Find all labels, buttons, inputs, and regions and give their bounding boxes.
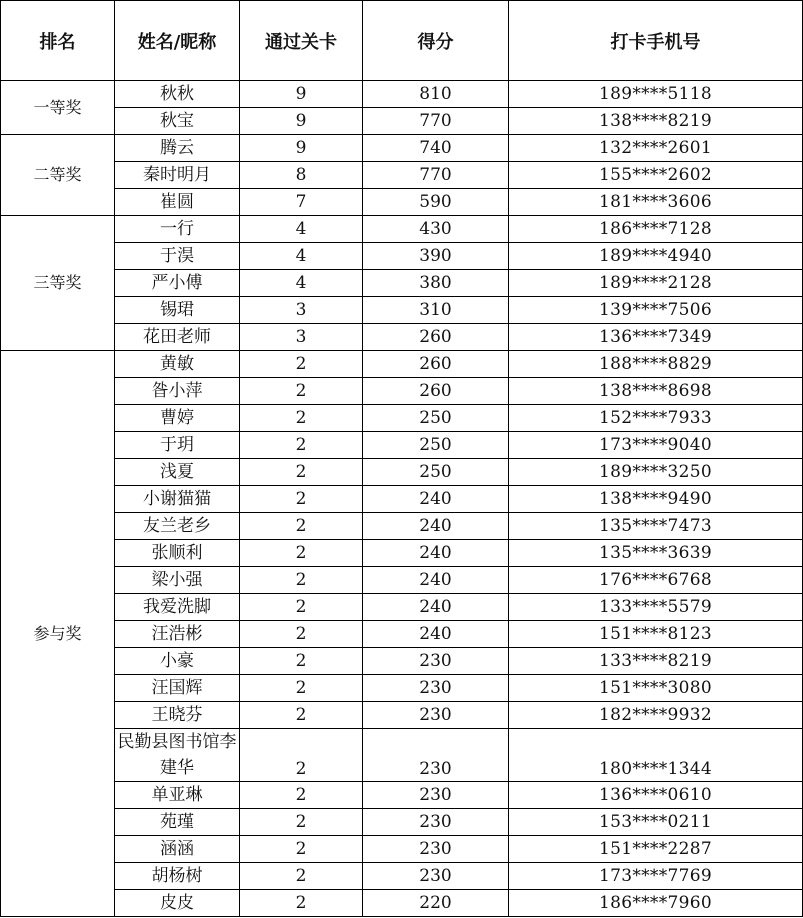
score: 310 <box>363 297 509 324</box>
participant-name: 锡珺 <box>115 297 240 324</box>
participant-name: 黄敏 <box>115 351 240 378</box>
table-row <box>1 567 803 594</box>
levels-passed: 2 <box>240 486 363 513</box>
score: 230 <box>363 863 509 890</box>
levels-passed: 2 <box>240 378 363 405</box>
participant-name: 王晓芬 <box>115 702 240 729</box>
participant-name: 我爱洗脚 <box>115 594 240 621</box>
score: 740 <box>363 135 509 162</box>
participant-name: 涵涵 <box>115 836 240 863</box>
score: 230 <box>363 648 509 675</box>
levels-passed: 2 <box>240 863 363 890</box>
score: 810 <box>363 81 509 108</box>
levels-passed: 2 <box>240 513 363 540</box>
participant-name: 友兰老乡 <box>115 513 240 540</box>
participant-name: 曹婷 <box>115 405 240 432</box>
score: 380 <box>363 270 509 297</box>
participant-name: 昝小萍 <box>115 378 240 405</box>
score: 230 <box>363 675 509 702</box>
levels-passed: 2 <box>240 702 363 729</box>
levels-passed: 2 <box>240 782 363 809</box>
table-row <box>1 108 803 135</box>
table-row <box>1 621 803 648</box>
levels-passed: 7 <box>240 189 363 216</box>
table-row <box>1 782 803 809</box>
score: 250 <box>363 405 509 432</box>
levels-passed: 2 <box>240 432 363 459</box>
table-row <box>1 216 803 243</box>
phone-number: 132****2601 <box>509 135 803 162</box>
header-phone: 打卡手机号 <box>509 1 803 81</box>
phone-number: 182****9932 <box>509 702 803 729</box>
participant-name: 秋秋 <box>115 81 240 108</box>
participant-name: 苑瑾 <box>115 809 240 836</box>
participant-name: 崔圆 <box>115 189 240 216</box>
table-row <box>1 594 803 621</box>
phone-number: 138****9490 <box>509 486 803 513</box>
participant-name: 汪浩彬 <box>115 621 240 648</box>
participant-name: 花田老师 <box>115 324 240 351</box>
participant-name: 严小傅 <box>115 270 240 297</box>
levels-passed: 2 <box>240 648 363 675</box>
table-row <box>1 270 803 297</box>
score: 250 <box>363 432 509 459</box>
phone-number: 133****5579 <box>509 594 803 621</box>
header-rank: 排名 <box>1 1 115 81</box>
score: 240 <box>363 594 509 621</box>
header-levels: 通过关卡 <box>240 1 363 81</box>
levels-passed: 2 <box>240 459 363 486</box>
score: 240 <box>363 540 509 567</box>
participant-name: 于淏 <box>115 243 240 270</box>
levels-passed: 2 <box>240 351 363 378</box>
table-row <box>1 890 803 917</box>
participant-name: 皮皮 <box>115 890 240 917</box>
phone-number: 189****3250 <box>509 459 803 486</box>
table-row <box>1 729 803 782</box>
table-row <box>1 297 803 324</box>
levels-passed: 2 <box>240 729 363 782</box>
table-row <box>1 675 803 702</box>
levels-passed: 2 <box>240 809 363 836</box>
participant-name: 汪国辉 <box>115 675 240 702</box>
participant-name: 秋宝 <box>115 108 240 135</box>
levels-passed: 8 <box>240 162 363 189</box>
phone-number: 135****3639 <box>509 540 803 567</box>
participant-name: 秦时明月 <box>115 162 240 189</box>
phone-number: 138****8219 <box>509 108 803 135</box>
score: 230 <box>363 836 509 863</box>
table-row <box>1 702 803 729</box>
levels-passed: 9 <box>240 108 363 135</box>
table-row <box>1 162 803 189</box>
levels-passed: 2 <box>240 405 363 432</box>
score: 430 <box>363 216 509 243</box>
levels-passed: 4 <box>240 270 363 297</box>
score: 230 <box>363 782 509 809</box>
levels-passed: 2 <box>240 675 363 702</box>
score: 240 <box>363 513 509 540</box>
table-row <box>1 243 803 270</box>
table-row <box>1 432 803 459</box>
score: 770 <box>363 162 509 189</box>
table-row <box>1 189 803 216</box>
levels-passed: 3 <box>240 297 363 324</box>
score: 260 <box>363 324 509 351</box>
participant-name: 民勤县图书馆李建华 <box>115 729 240 782</box>
table-row <box>1 809 803 836</box>
table-row <box>1 378 803 405</box>
phone-number: 152****7933 <box>509 405 803 432</box>
table-row <box>1 486 803 513</box>
phone-number: 136****0610 <box>509 782 803 809</box>
score: 390 <box>363 243 509 270</box>
score: 770 <box>363 108 509 135</box>
table-row <box>1 459 803 486</box>
prize-tier-label: 一等奖 <box>1 81 115 135</box>
score: 230 <box>363 729 509 782</box>
phone-number: 153****0211 <box>509 809 803 836</box>
phone-number: 151****3080 <box>509 675 803 702</box>
levels-passed: 9 <box>240 135 363 162</box>
score: 240 <box>363 567 509 594</box>
phone-number: 138****8698 <box>509 378 803 405</box>
levels-passed: 3 <box>240 324 363 351</box>
table-row <box>1 324 803 351</box>
table-row <box>1 351 803 378</box>
table-row <box>1 648 803 675</box>
phone-number: 151****8123 <box>509 621 803 648</box>
table-row <box>1 405 803 432</box>
participant-name: 单亚琳 <box>115 782 240 809</box>
phone-number: 133****8219 <box>509 648 803 675</box>
table-row <box>1 81 803 108</box>
levels-passed: 2 <box>240 567 363 594</box>
levels-passed: 9 <box>240 81 363 108</box>
levels-passed: 2 <box>240 621 363 648</box>
score: 230 <box>363 702 509 729</box>
phone-number: 189****5118 <box>509 81 803 108</box>
participant-name: 胡杨树 <box>115 863 240 890</box>
header-score: 得分 <box>363 1 509 81</box>
phone-number: 151****2287 <box>509 836 803 863</box>
header-row <box>1 1 803 81</box>
table-row <box>1 863 803 890</box>
phone-number: 173****9040 <box>509 432 803 459</box>
phone-number: 181****3606 <box>509 189 803 216</box>
score: 230 <box>363 809 509 836</box>
phone-number: 155****2602 <box>509 162 803 189</box>
prize-tier-label: 三等奖 <box>1 216 115 351</box>
table-row <box>1 513 803 540</box>
table-body <box>1 81 803 917</box>
participant-name: 于玥 <box>115 432 240 459</box>
participant-name: 一行 <box>115 216 240 243</box>
phone-number: 186****7960 <box>509 890 803 917</box>
score: 590 <box>363 189 509 216</box>
header-name: 姓名/昵称 <box>115 1 240 81</box>
participant-name: 浅夏 <box>115 459 240 486</box>
prize-tier-label: 二等奖 <box>1 135 115 216</box>
phone-number: 173****7769 <box>509 863 803 890</box>
score: 240 <box>363 621 509 648</box>
phone-number: 135****7473 <box>509 513 803 540</box>
levels-passed: 2 <box>240 540 363 567</box>
phone-number: 188****8829 <box>509 351 803 378</box>
score: 260 <box>363 351 509 378</box>
phone-number: 136****7349 <box>509 324 803 351</box>
prize-tier-label: 参与奖 <box>1 351 115 917</box>
score: 250 <box>363 459 509 486</box>
participant-name: 小豪 <box>115 648 240 675</box>
table-row <box>1 836 803 863</box>
levels-passed: 4 <box>240 216 363 243</box>
phone-number: 176****6768 <box>509 567 803 594</box>
phone-number: 189****2128 <box>509 270 803 297</box>
levels-passed: 2 <box>240 594 363 621</box>
phone-number: 139****7506 <box>509 297 803 324</box>
score: 220 <box>363 890 509 917</box>
levels-passed: 4 <box>240 243 363 270</box>
levels-passed: 2 <box>240 890 363 917</box>
participant-name: 张顺利 <box>115 540 240 567</box>
participant-name: 梁小强 <box>115 567 240 594</box>
participant-name: 腾云 <box>115 135 240 162</box>
table-row <box>1 135 803 162</box>
phone-number: 186****7128 <box>509 216 803 243</box>
table-row <box>1 540 803 567</box>
score: 260 <box>363 378 509 405</box>
score: 240 <box>363 486 509 513</box>
participant-name: 小谢猫猫 <box>115 486 240 513</box>
phone-number: 189****4940 <box>509 243 803 270</box>
phone-number: 180****1344 <box>509 729 803 782</box>
levels-passed: 2 <box>240 836 363 863</box>
